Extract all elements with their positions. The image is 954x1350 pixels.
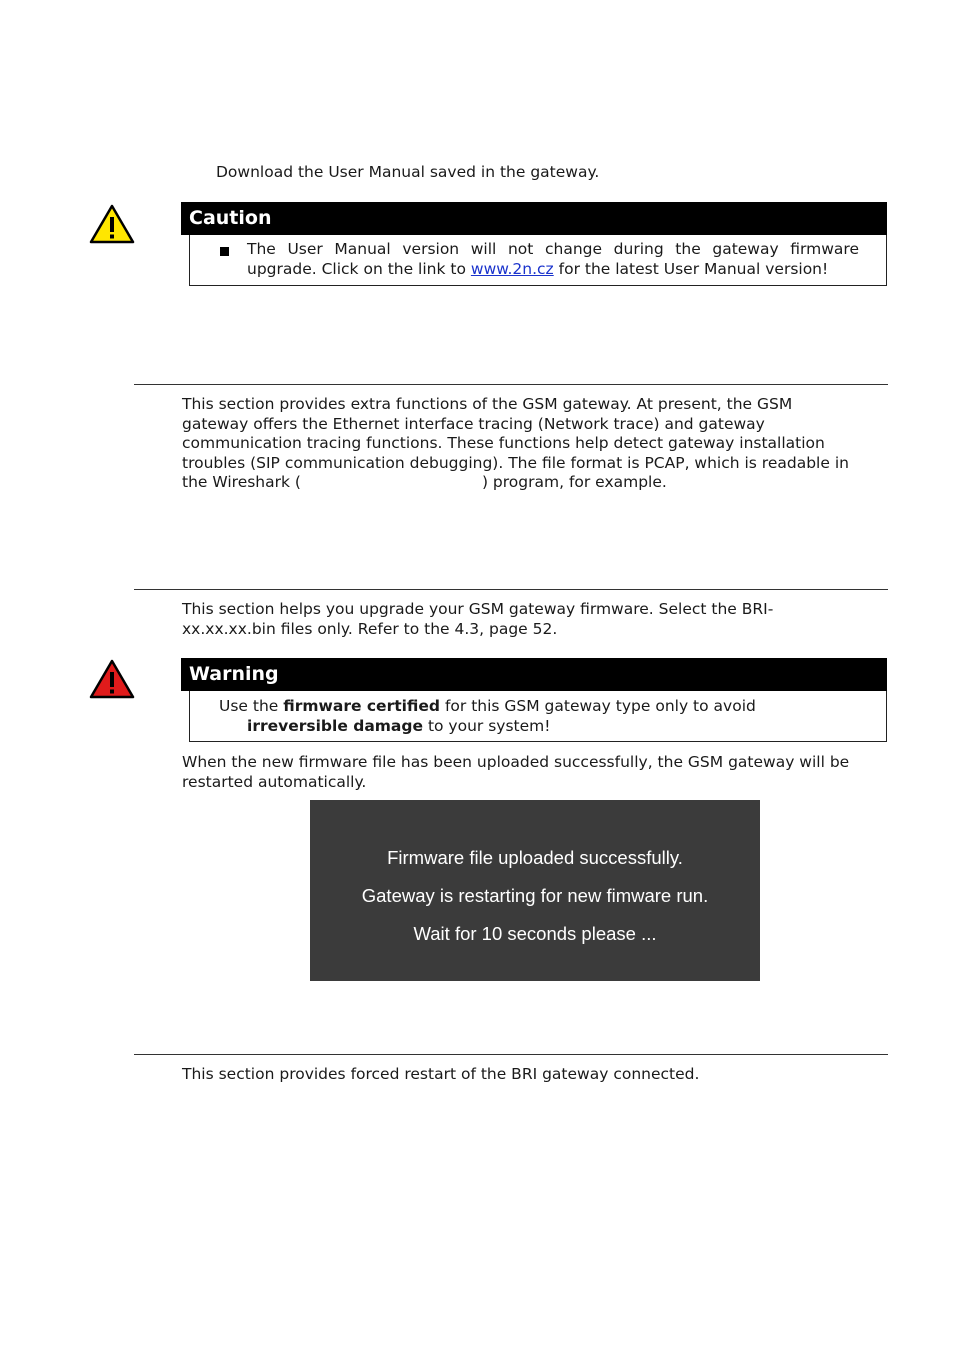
tracing-line-3: communication tracing functions. These functions help detect gateway installation — [182, 434, 825, 453]
warning-text: Use the — [219, 697, 284, 715]
tracing-line-2: gateway offers the Ethernet interface tracing (Network trace) and gateway — [182, 414, 765, 433]
caution-title: Caution — [181, 202, 887, 235]
firmware-line-2: xx.xx.xx.bin files only. Refer to the 4.3, page 52. — [182, 619, 558, 638]
tracing-line-5-start: the Wireshark ( — [182, 473, 301, 492]
upload-paragraph — [182, 753, 849, 792]
firmware-line-1: This section helps you upgrade your GSM gateway firmware. Select the BRI- — [182, 600, 774, 618]
caution-line-2-end: for the latest User Manual version! — [553, 260, 829, 278]
warning-text: for this GSM gateway type only to avoid — [440, 697, 756, 715]
caution-body — [189, 235, 887, 286]
screenshot-line-2: Gateway is restarting for new fimware run. — [361, 885, 709, 906]
caution-line-2-start: upgrade. Click on the link to — [247, 260, 471, 278]
section-divider — [134, 384, 888, 385]
screenshot-line-3: Wait for 10 seconds please ... — [413, 923, 657, 944]
upload-line-1: When the new firmware file has been uploaded successfully, the GSM gateway will be — [182, 753, 850, 771]
firmware-upload-screenshot — [310, 800, 760, 981]
tracing-line-4: troubles (SIP communication debugging). The file format is PCAP, which is readable in — [182, 453, 849, 472]
section-divider — [134, 589, 888, 590]
warning-title: Warning — [181, 658, 887, 691]
warning-emphasis: firmware certified — [283, 697, 441, 715]
section-divider — [134, 1054, 888, 1055]
wireshark-link[interactable] — [301, 473, 482, 487]
screenshot-line-1: Firmware file uploaded successfully. — [387, 847, 683, 868]
warning-icon — [89, 659, 135, 699]
manual-link[interactable]: www.2n.cz — [470, 260, 554, 278]
warning-body — [189, 691, 887, 742]
bullet-marker — [220, 247, 229, 256]
caution-line-1: The User Manual version will not change during the gateway firmware — [247, 240, 859, 258]
tracing-paragraph — [182, 395, 849, 493]
tracing-line-5 — [182, 473, 849, 493]
warning-text: to your system! — [423, 717, 551, 735]
warning-line-1 — [219, 697, 756, 717]
warning-line-2 — [247, 717, 550, 737]
firmware-paragraph — [182, 600, 773, 639]
upload-line-2: restarted automatically. — [182, 772, 367, 791]
warning-emphasis: irreversible damage — [247, 717, 424, 735]
caution-line-2 — [247, 260, 828, 280]
download-text: Download the User Manual saved in the gateway. — [216, 163, 600, 181]
tracing-line-1: This section provides extra functions of the GSM gateway. At present, the GSM — [182, 395, 793, 413]
caution-icon — [89, 204, 135, 244]
restart-text: This section provides forced restart of the BRI gateway connected. — [182, 1065, 700, 1083]
tracing-line-5-end: ) program, for example. — [481, 473, 667, 492]
